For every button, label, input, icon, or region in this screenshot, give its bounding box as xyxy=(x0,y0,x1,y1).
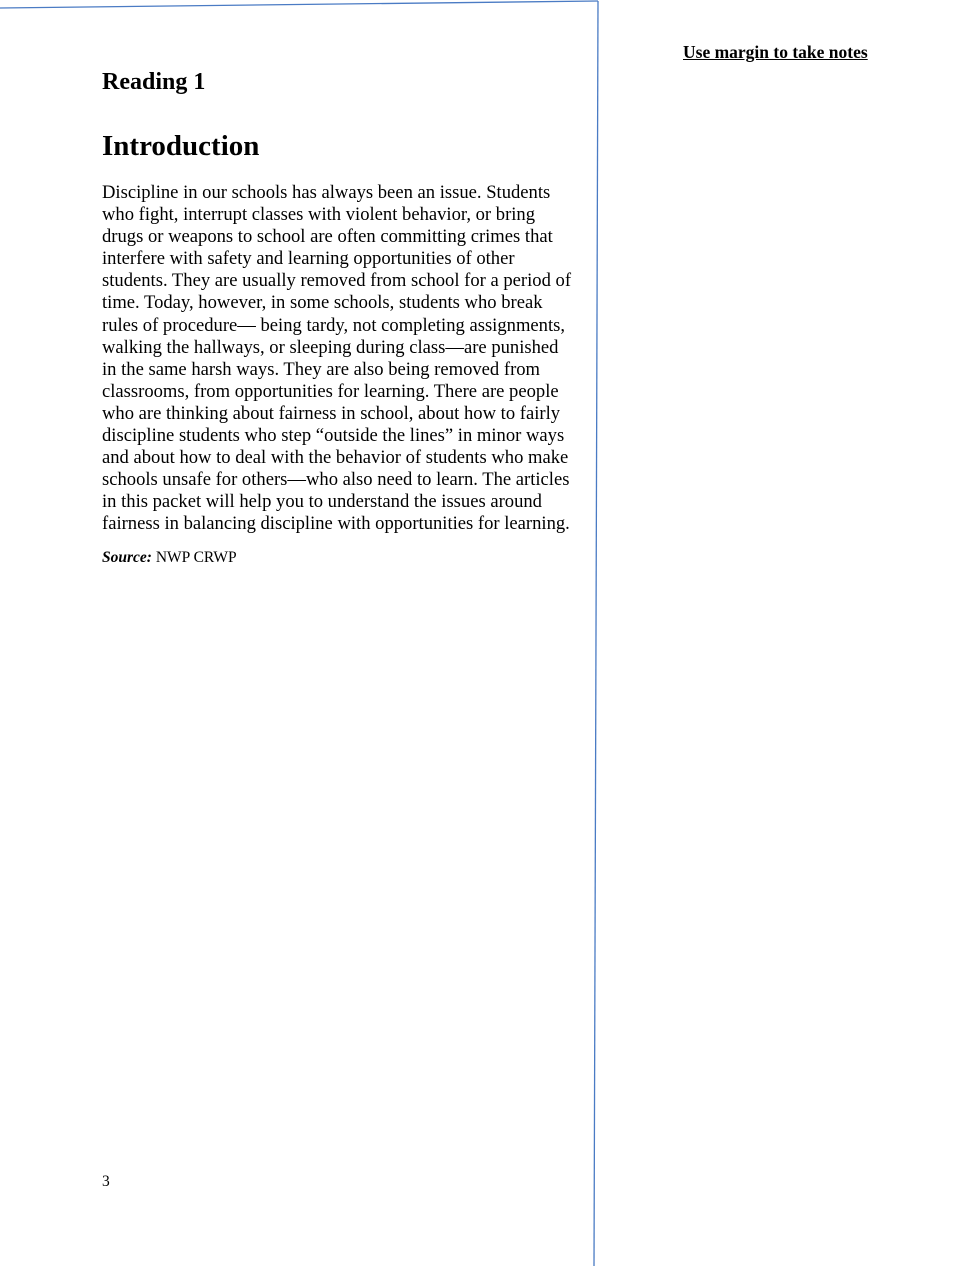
top-rule-line xyxy=(0,1,598,8)
reading-label: Reading 1 xyxy=(102,69,206,95)
margin-note-heading: Use margin to take notes xyxy=(683,42,868,62)
page-number: 3 xyxy=(102,1173,110,1190)
section-title: Introduction xyxy=(102,130,260,162)
body-line: drugs or weapons to school are often committing crimes that xyxy=(102,226,553,248)
source-citation xyxy=(102,548,594,568)
vertical-margin-line xyxy=(594,1,598,1266)
body-line: classrooms, from opportunities for learning. There are people xyxy=(102,380,559,402)
body-line: students. They are usually removed from school for a period of xyxy=(102,270,572,292)
body-line: in this packet will help you to understand the issues around xyxy=(102,491,542,513)
main-column xyxy=(102,66,594,568)
body-line: in the same harsh ways. They are also being removed from xyxy=(102,358,541,380)
body-line: interfere with safety and learning opportunities of other xyxy=(102,248,515,270)
body-line: who are thinking about fairness in school, about how to fairly xyxy=(102,402,561,424)
body-line: schools unsafe for others—who also need to learn. The articles xyxy=(102,469,570,491)
source-label: Source: xyxy=(102,548,152,566)
body-paragraph xyxy=(102,182,594,536)
body-line: Discipline in our schools has always been an issue. Students xyxy=(102,182,551,203)
body-line: who fight, interrupt classes with violent behavior, or bring xyxy=(102,204,536,226)
body-line: and about how to deal with the behavior of students who make xyxy=(102,447,569,469)
body-line: fairness in balancing discipline with opportunities for learning. xyxy=(102,513,570,535)
body-line: time. Today, however, in some schools, students who break xyxy=(102,292,543,314)
body-line: discipline students who step “outside the lines” in minor ways xyxy=(102,425,565,447)
body-line: rules of procedure— being tardy, not completing assignments, xyxy=(102,314,566,336)
body-line: walking the hallways, or sleeping during class—are punished xyxy=(102,336,559,358)
source-value: NWP CRWP xyxy=(155,548,237,566)
